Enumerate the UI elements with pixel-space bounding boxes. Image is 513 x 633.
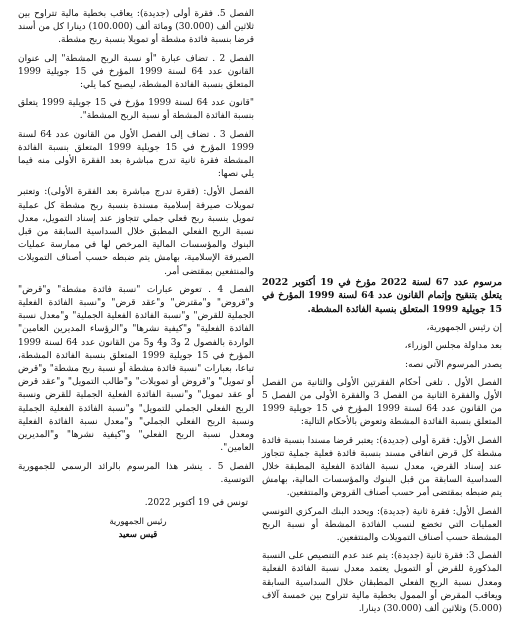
paragraph: الفصل الأول . تلغى أحكام الفقرتين الأولى والثانية من الفصل الأول والفقرة الثانية من الفصل 3 والفقرة الأولى من الفصل 5 من القانون عدد 64 لسنة 1999 المؤرخ في 15 جويلية 1999 المتعلق بنسبة الفائدة المشطة وتعوض بالأحكام التالية: [262,377,502,428]
left-column [18,8,258,548]
paragraph: الفصل الأول: فقرة أولى (جديدة): يعتبر قرضا مسندا بنسبة فائدة مشطة كل قرض اتفاقي مسند بنسبة فائدة فعلية جملية تتجاوز عند إسناد القرض، معدل نسبة الفائدة الفعلية المطبقة خلال السداسية السابقة من قبل البنوك والمؤسسات المالية، بهامش يتم ضبطه بمقتضى أمر حسب أصناف القروض والمنتفعين. [262,435,502,499]
paragraph: الفصل الأول: فقرة ثانية (جديدة): ويحدد البنك المركزي التونسي العمليات التي تخضع لنسب الفائدة المشطة أو نسبة الربح المشطة حسب أصناف التمويلات والمنتفعين. [262,506,502,544]
paragraph: الفصل 3: فقرة ثانية (جديدة): يتم عند عدم التنصيص على النسبة المذكورة للقرض أو التمويل يعتمد معدل نسبة الفائدة الفعلية ومعدل نسبة الربح الفعلي المطبقان خلال السداسية السابقة ويعاقب المقرض أو الممول بخطية مالية تتراوح بين خمسة آلاف (5.000) وثلاثين ألف (30.000) دينارا. [262,551,502,615]
paragraph: الفصل 4 . تعوض عبارات "نسبة فائدة مشطة" و"قرض" و"قروض" و"مقترض" و"عقد قرض" و"نسبة الفائدة الفعلية الجملية للقرض" و"نسبة الفائدة الفعلية الجملية" و"معدل نسبة الفائدة الفعلية" و"كيفية نشرها" و"الرؤساء المديرين العامين" الواردة بالفصول 2 و3 و4 و5 من القانون عدد 64 لسنة 1999 المؤرخ في 15 جويلية 1999 المتعلق بنسبة الفائدة المشطة، تباعا، بعبارات "نسبة فائدة مشطة أو نسبة ربح مشطة" و"قرض أو تمويل" و"قروض أو تمويلات" و"طالب التمويل" و"عقد قرض أو عقد تمويل" و"نسبة الفائدة الفعلية الجملية للقرض ونسبة الربح الفعلي الجملي للتمويل" و"نسبة الفائدة الفعلية الجملية ونسبة الربح الفعلي الجملي" و"معدل نسبة الفائدة الفعلية ومعدل نسبة الربح الفعلي" و"كيفية نشرها" و"المديرين العامين". [18,284,254,454]
paragraph: إن رئيس الجمهورية، [426,323,502,334]
signature-name: قيس سعيد [118,530,158,541]
paragraph: الفصل الأول: (فقرة تدرج مباشرة بعد الفقرة الأولى): وتعتبر تمويلات صيرفة إسلامية مسندة بنسبة ربح مشطة كل عملية تمويل بنسبة ربح فعلي جملي تتجاوز عند إسناد التمويل، معدل نسبة الربح الفعلي المطبق خلال السداسية السابقة من قبل البنوك والمؤسسات المالية المرخص لها في ممارسة عمليات الصيرفة الإسلامية، بهامش يتم ضبطه حسب أصناف التمويلات والمنتفعين بمقتضى أمر. [18,187,254,277]
signature-role: رئيس الجمهورية [109,517,167,528]
paragraph: "قانون عدد 64 لسنة 1999 مؤرخ في 15 جويلية 1999 يتعلق بنسبة الفائدة المشطة أو نسبة الربح المشطة". [18,98,254,122]
right-column [262,276,502,621]
paragraph: يصدر المرسوم الآتي نصه: [405,359,502,370]
paragraph: الفصل 3 . تضاف إلى الفصل الأول من القانون عدد 64 لسنة 1999 المؤرخ في 15 جويلية 1999 المتعلق بنسبة الفائدة المشطة فقرة ثانية تدرج مباشرة بعد الفقرة الأولى منه فيما يلي نصها: [18,129,254,180]
paragraph: بعد مداولة مجلس الوزراء، [404,341,502,352]
decree-title: مرسوم عدد 67 لسنة 2022 مؤرخ في 19 أكتوبر 2022 يتعلق بتنقيح وإتمام القانون عدد 64 لسنة 1999 المؤرخ في 15 جويلية 1999 المتعلق بنسبة الفائدة المشطة. [262,277,503,315]
date-line: تونس في 19 أكتوبر 2022. [144,497,248,508]
paragraph: الفصل 2 . تضاف عبارة "أو نسبة الربح المشطة" إلى عنوان القانون عدد 64 لسنة 1999 المؤرخ في 15 جويلية 1999 المتعلق بنسبة الفائدة المشطة، ليصبح كما يلي: [18,53,255,91]
paragraph: الفصل 5. فقرة أولى (جديدة): يعاقب بخطية مالية تتراوح بين ثلاثين ألف (30.000) ومائة ألف (100.000) دينارا كل من أسند قرضا بنسبة فائدة مشطة أو تمويلا بنسبة ربح مشطة. [18,9,255,46]
signature-block [18,516,258,542]
paragraph: الفصل 5 . ينشر هذا المرسوم بالرائد الرسمي للجمهورية التونسية. [18,461,254,485]
